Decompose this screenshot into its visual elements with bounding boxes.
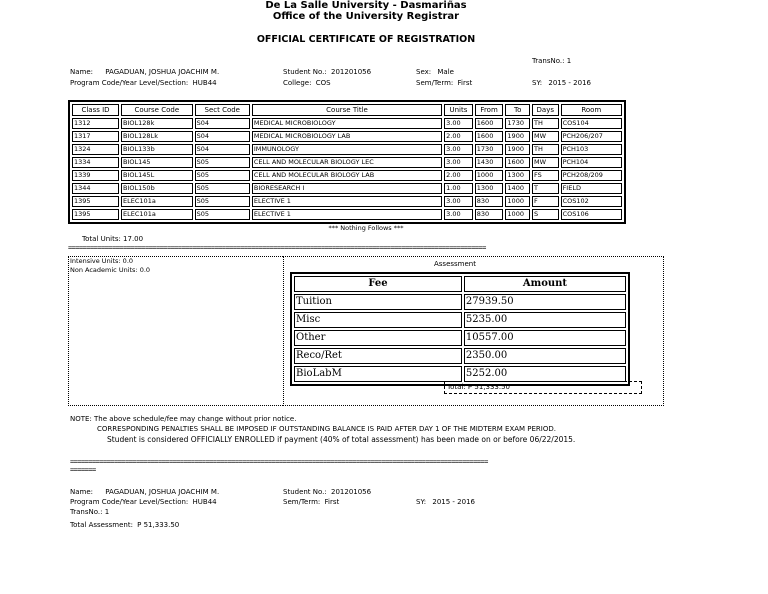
footer-program: HUB44 (192, 498, 217, 506)
col-header: Units (444, 104, 473, 116)
cell: S05 (195, 183, 250, 194)
cell: FIELD (561, 183, 622, 194)
cell: S04 (195, 131, 250, 142)
cell: 1300 (505, 170, 530, 181)
cell: S04 (195, 118, 250, 129)
cell: T (532, 183, 559, 194)
footer-semterm-label: Sem/Term: (283, 498, 321, 506)
cell: 1600 (475, 131, 504, 142)
cell: 1344 (72, 183, 119, 194)
nothing-follows: *** Nothing Follows *** (328, 224, 404, 232)
program-value: HUB44 (192, 79, 217, 87)
table-row (72, 196, 622, 207)
college-row (283, 79, 331, 87)
assessment-header-row (294, 276, 626, 292)
sy-label: SY: (532, 79, 543, 87)
fee-amount: 5235.00 (464, 312, 626, 328)
fee-name: Other (294, 330, 462, 346)
table-row (72, 144, 622, 155)
fee-name: Reco/Ret (294, 348, 462, 364)
col-header: To (505, 104, 530, 116)
cell: COS104 (561, 118, 622, 129)
cell: S05 (195, 157, 250, 168)
trans-no: TransNo.: 1 (532, 57, 572, 65)
total-units: Total Units: 17.00 (82, 235, 144, 243)
note-line-2: CORRESPONDING PENALTIES SHALL BE IMPOSED IF OUTSTANDING BALANCE IS PAID AFTER DAY 1 OF THE MIDTERM EXAM PERIOD. (97, 425, 556, 433)
footer-program-row (70, 498, 217, 506)
cell: MEDICAL MICROBIOLOGY LAB (252, 131, 442, 142)
cell: 3.00 (444, 144, 473, 155)
assessment-table (290, 272, 630, 386)
student-name: PAGADUAN, JOSHUA JOACHIM M. (105, 68, 220, 76)
table-row (72, 183, 622, 194)
footer-student-no-row (283, 488, 371, 496)
cell: 1395 (72, 196, 119, 207)
footer-total-assessment-row (70, 521, 179, 529)
non-academic-units: Non Academic Units: 0.0 (70, 266, 151, 274)
cell: S04 (195, 144, 250, 155)
note-line-3: Student is considered OFFICIALLY ENROLLED if payment (40% of total assessment) has been made on or before 06/22/2015. (107, 435, 576, 444)
cell: 1900 (505, 131, 530, 142)
cell: ELECTIVE 1 (252, 209, 442, 220)
cell: ELEC101a (121, 196, 193, 207)
col-header: Sect Code (195, 104, 250, 116)
cell: 1730 (505, 118, 530, 129)
footer-sy: 2015 - 2016 (432, 498, 475, 506)
cell: 2.00 (444, 170, 473, 181)
table-row (72, 118, 622, 129)
table-row (72, 131, 622, 142)
footer-name-row (70, 488, 219, 496)
footer-student-no: 201201056 (331, 488, 372, 496)
college-value: COS (315, 79, 331, 87)
table-row (72, 170, 622, 181)
col-header: Course Title (252, 104, 442, 116)
cell: S (532, 209, 559, 220)
fee-amount: 5252.00 (464, 366, 626, 382)
university-name: De La Salle University - Dasmariñas (265, 0, 467, 11)
footer-total-assessment: P 51,333.50 (137, 521, 180, 529)
separator-line-3: ======= (70, 466, 96, 474)
fee-row (294, 312, 626, 328)
fee-name: Tuition (294, 294, 462, 310)
name-label: Name: (70, 68, 94, 76)
col-header: Room (561, 104, 622, 116)
cell: ELECTIVE 1 (252, 196, 442, 207)
cell: 1312 (72, 118, 119, 129)
sex-row (416, 68, 454, 76)
fee-row (294, 348, 626, 364)
cell: 1600 (475, 118, 504, 129)
fee-name: BioLabM (294, 366, 462, 382)
footer-semterm-row (283, 498, 339, 506)
cell: TH (532, 118, 559, 129)
footer-program-label: Program Code/Year Level/Section: (70, 498, 189, 506)
fee-row (294, 294, 626, 310)
separator-line: ================================================================================================================== (68, 244, 486, 252)
program-label: Program Code/Year Level/Section: (70, 79, 189, 87)
cell: PCH206/207 (561, 131, 622, 142)
cell: BIORESEARCH I (252, 183, 442, 194)
cell: BIOL145 (121, 157, 193, 168)
cell: BIOL128Lk (121, 131, 193, 142)
footer-semterm: First (324, 498, 340, 506)
fee-amount: 10557.00 (464, 330, 626, 346)
certificate-title: OFFICIAL CERTIFICATE OF REGISTRATION (256, 34, 476, 45)
cell: BIOL150b (121, 183, 193, 194)
fee-amount: 2350.00 (464, 348, 626, 364)
cell: 830 (475, 209, 504, 220)
fee-row (294, 366, 626, 382)
cell: MW (532, 157, 559, 168)
table-row (72, 157, 622, 168)
cell: ELEC101a (121, 209, 193, 220)
cell: 1600 (505, 157, 530, 168)
semterm-value: First (457, 79, 473, 87)
sex-value: Male (437, 68, 454, 76)
assessment-total: Total: P 51,333.50 (444, 381, 642, 394)
cell: 1000 (475, 170, 504, 181)
cell: IMMUNOLOGY (252, 144, 442, 155)
cell: COS106 (561, 209, 622, 220)
cell: 3.00 (444, 157, 473, 168)
footer-student-no-label: Student No.: (283, 488, 327, 496)
student-name-row (70, 68, 219, 76)
cell: 3.00 (444, 118, 473, 129)
cell: 2.00 (444, 131, 473, 142)
cell: FS (532, 170, 559, 181)
cell: 1334 (72, 157, 119, 168)
cell: 1000 (505, 196, 530, 207)
sex-label: Sex: (416, 68, 432, 76)
student-no-label: Student No.: (283, 68, 327, 76)
cell: CELL AND MOLECULAR BIOLOGY LAB (252, 170, 442, 181)
col-header: From (475, 104, 504, 116)
cell: PCH104 (561, 157, 622, 168)
cell: 1900 (505, 144, 530, 155)
cell: 1730 (475, 144, 504, 155)
cell: BIOL145L (121, 170, 193, 181)
cell: CELL AND MOLECULAR BIOLOGY LEC (252, 157, 442, 168)
col-header: Days (532, 104, 559, 116)
college-label: College: (283, 79, 312, 87)
footer-name-label: Name: (70, 488, 94, 496)
cell: BIOL128k (121, 118, 193, 129)
semterm-label: Sem/Term: (416, 79, 454, 87)
cell: 3.00 (444, 196, 473, 207)
footer-trans-no: TransNo.: 1 (70, 508, 110, 516)
schedule-table (68, 100, 626, 224)
fee-header: Fee (294, 276, 462, 292)
schedule-header-row (72, 104, 622, 116)
cell: BIOL133b (121, 144, 193, 155)
cell: 3.00 (444, 209, 473, 220)
footer-total-assessment-label: Total Assessment: (70, 521, 133, 529)
cell: MEDICAL MICROBIOLOGY (252, 118, 442, 129)
cell: 1395 (72, 209, 119, 220)
cell: S05 (195, 170, 250, 181)
sy-row (532, 79, 591, 87)
units-box (68, 256, 283, 406)
cell: S05 (195, 196, 250, 207)
col-header: Course Code (121, 104, 193, 116)
fee-amount: 27939.50 (464, 294, 626, 310)
cell: 1317 (72, 131, 119, 142)
cell: PCH103 (561, 144, 622, 155)
cell: TH (532, 144, 559, 155)
sy-value: 2015 - 2016 (548, 79, 591, 87)
separator-line-2: ================================================================================================================== (70, 458, 488, 466)
cell: MW (532, 131, 559, 142)
student-no: 201201056 (331, 68, 372, 76)
semterm-row (416, 79, 472, 87)
footer-name: PAGADUAN, JOSHUA JOACHIM M. (105, 488, 220, 496)
cell: 1339 (72, 170, 119, 181)
cell: 1400 (505, 183, 530, 194)
cell: S05 (195, 209, 250, 220)
table-row (72, 209, 622, 220)
cell: PCH208/209 (561, 170, 622, 181)
footer-sy-label: SY: (416, 498, 427, 506)
cell: 1430 (475, 157, 504, 168)
cell: 1000 (505, 209, 530, 220)
note-line-1: NOTE: The above schedule/fee may change without prior notice. (70, 415, 297, 423)
assessment-title: Assessment (434, 260, 476, 268)
registrar-office: Office of the University Registrar (272, 11, 460, 22)
footer-sy-row (416, 498, 475, 506)
amount-header: Amount (464, 276, 626, 292)
program-row (70, 79, 217, 87)
cell: 1300 (475, 183, 504, 194)
intensive-units: Intensive Units: 0.0 (70, 257, 134, 265)
cell: COS102 (561, 196, 622, 207)
fee-name: Misc (294, 312, 462, 328)
student-no-row (283, 68, 371, 76)
fee-row (294, 330, 626, 346)
cell: 1324 (72, 144, 119, 155)
cell: 830 (475, 196, 504, 207)
col-header: Class ID (72, 104, 119, 116)
cell: F (532, 196, 559, 207)
cell: 1.00 (444, 183, 473, 194)
